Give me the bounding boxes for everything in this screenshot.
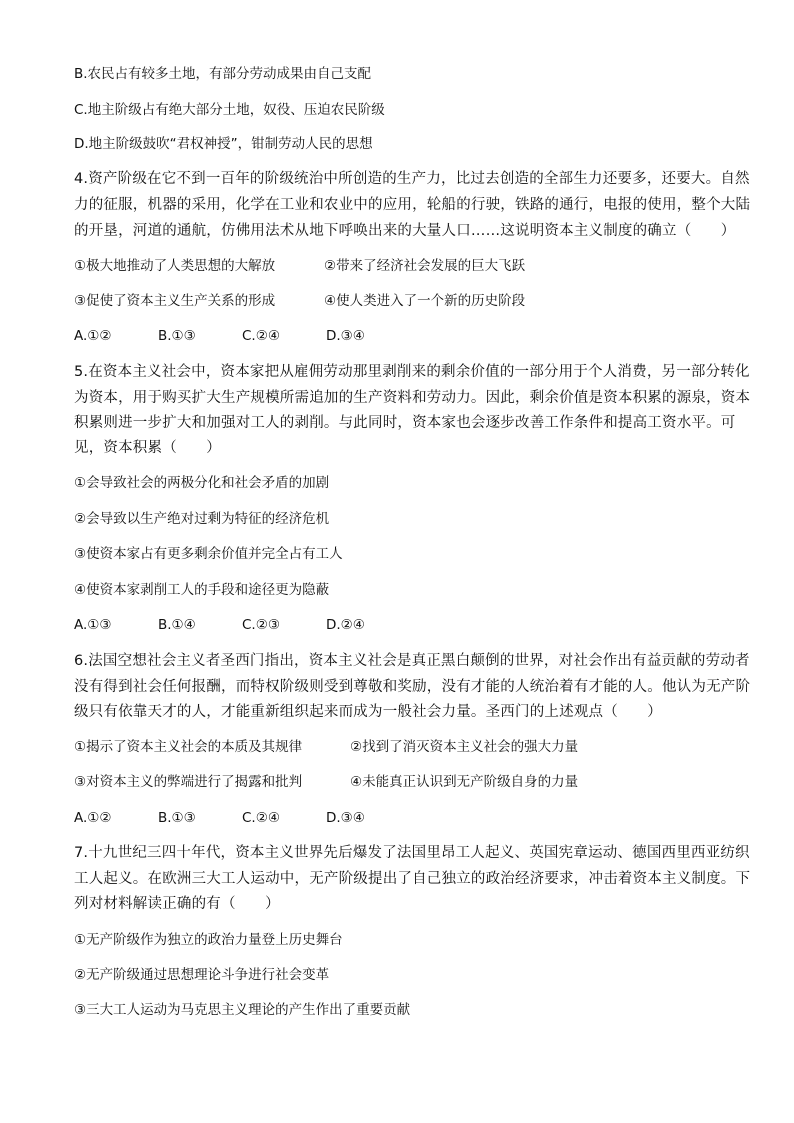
q4-choice-a: A.①② xyxy=(74,328,112,344)
q6-items-row-2 xyxy=(74,772,724,792)
q7-item-2: ②无产阶级通过思想理论斗争进行社会变革 xyxy=(74,967,330,983)
q4-item-4: ④使人类进入了一个新的历史阶段 xyxy=(324,293,526,309)
q4-choice-c: C.②④ xyxy=(242,328,280,344)
q6-stem-line-2: 没有得到社会任何报酬，而特权阶级则受到尊敬和奖励，没有才能的人统治着有才能的人。他认为无产阶 xyxy=(74,679,751,695)
q6-item-2: ②找到了消灭资本主义社会的强大力量 xyxy=(350,739,579,755)
q6-stem-line-3: 级只有依靠天才的人，才能重新组织起来而成为一般社会力量。圣西门的上述观点（ ） xyxy=(74,704,662,720)
q4-choices xyxy=(74,326,724,346)
q4-item-2: ②带来了经济社会发展的巨大飞跃 xyxy=(324,258,526,274)
q5-choices xyxy=(74,615,724,635)
q6-choice-d: D.③④ xyxy=(326,810,365,826)
q5-stem-line-1: 5.在资本主义社会中，资本家把从雇佣劳动那里剥削来的剩余价值的一部分用于个人消费，另一部分转化 xyxy=(74,364,750,380)
q6-choice-a: A.①② xyxy=(74,810,112,826)
q6-stem-line-1: 6.法国空想社会主义者圣西门指出，资本主义社会是真正黑白颠倒的世界，对社会作出有益贡献的劳动者 xyxy=(74,653,750,669)
q5-choice-d: D.②④ xyxy=(326,617,365,633)
q7-item-3: ③三大工人运动为马克思主义理论的产生作出了重要贡献 xyxy=(74,1002,411,1018)
q6-items-row-1 xyxy=(74,737,724,757)
q5-item-2: ②会导致以生产绝对过剩为特征的经济危机 xyxy=(74,511,330,527)
q5-item-4: ④使资本家剥削工人的手段和途径更为隐蔽 xyxy=(74,582,330,598)
q6-choice-b: B.①③ xyxy=(158,810,196,826)
q6-choice-c: C.②④ xyxy=(242,810,280,826)
q7-item-1: ①无产阶级作为独立的政治力量登上历史舞台 xyxy=(74,932,343,948)
q5-stem-line-3: 积累则进一步扩大和加强对工人的剥削。与此同时，资本家也会逐步改善工作条件和提高工资水平。可 xyxy=(74,415,736,431)
q4-stem-line-3: 的开垦，河道的通航，仿佛用法术从地下呼唤出来的大量人口……这说明资本主义制度的确立（ ） xyxy=(74,223,736,239)
q7-stem-line-3: 列对材料解读正确的有（ ） xyxy=(74,896,280,912)
q4-items-row-1 xyxy=(74,256,724,276)
q4-choice-b: B.①③ xyxy=(158,328,196,344)
q4-stem-line-2: 力的征服，机器的采用，化学在工业和农业中的应用，轮船的行驶，铁路的通行，电报的使用，整个大陆 xyxy=(74,197,751,213)
q5-stem-line-2: 为资本，用于购买扩大生产规模所需追加的生产资料和劳动力。因此，剩余价值是资本积累的源泉，资本 xyxy=(74,390,751,406)
q4-item-3: ③促使了资本主义生产关系的形成 xyxy=(74,293,276,309)
q4-choice-d: D.③④ xyxy=(326,328,365,344)
q6-choices xyxy=(74,808,724,828)
q5-choice-a: A.①③ xyxy=(74,617,112,633)
q7-stem-line-1: 7.十九世纪三四十年代，资本主义世界先后爆发了法国里昂工人起义、英国宪章运动、德国西里西亚纺织 xyxy=(74,845,750,861)
q5-item-3: ③使资本家占有更多剩余价值并完全占有工人 xyxy=(74,546,343,562)
q5-choice-b: B.①④ xyxy=(158,617,196,633)
q3-option-c: C.地主阶级占有绝大部分土地，奴役、压迫农民阶级 xyxy=(74,102,385,118)
q6-item-3: ③对资本主义的弊端进行了揭露和批判 xyxy=(74,774,303,790)
q3-option-d: D.地主阶级鼓吹“君权神授”，钳制劳动人民的思想 xyxy=(74,136,373,152)
q5-stem-line-4: 见，资本积累（ ） xyxy=(74,440,221,456)
q6-item-1: ①揭示了资本主义社会的本质及其规律 xyxy=(74,739,303,755)
q7-stem-line-2: 工人起义。在欧洲三大工人运动中，无产阶级提出了自己独立的政治经济要求，冲击着资本主义制度。下 xyxy=(74,871,751,887)
q3-option-b: B.农民占有较多土地，有部分劳动成果由自己支配 xyxy=(74,66,372,82)
q5-item-1: ①会导致社会的两极分化和社会矛盾的加剧 xyxy=(74,475,330,491)
q5-choice-c: C.②③ xyxy=(242,617,280,633)
q4-stem-line-1: 4.资产阶级在它不到一百年的阶级统治中所创造的生产力，比过去创造的全部生力还要多，还要大。自然 xyxy=(74,171,750,187)
q4-items-row-2 xyxy=(74,291,724,311)
q4-item-1: ①极大地推动了人类思想的大解放 xyxy=(74,258,276,274)
q6-item-4: ④未能真正认识到无产阶级自身的力量 xyxy=(350,774,579,790)
